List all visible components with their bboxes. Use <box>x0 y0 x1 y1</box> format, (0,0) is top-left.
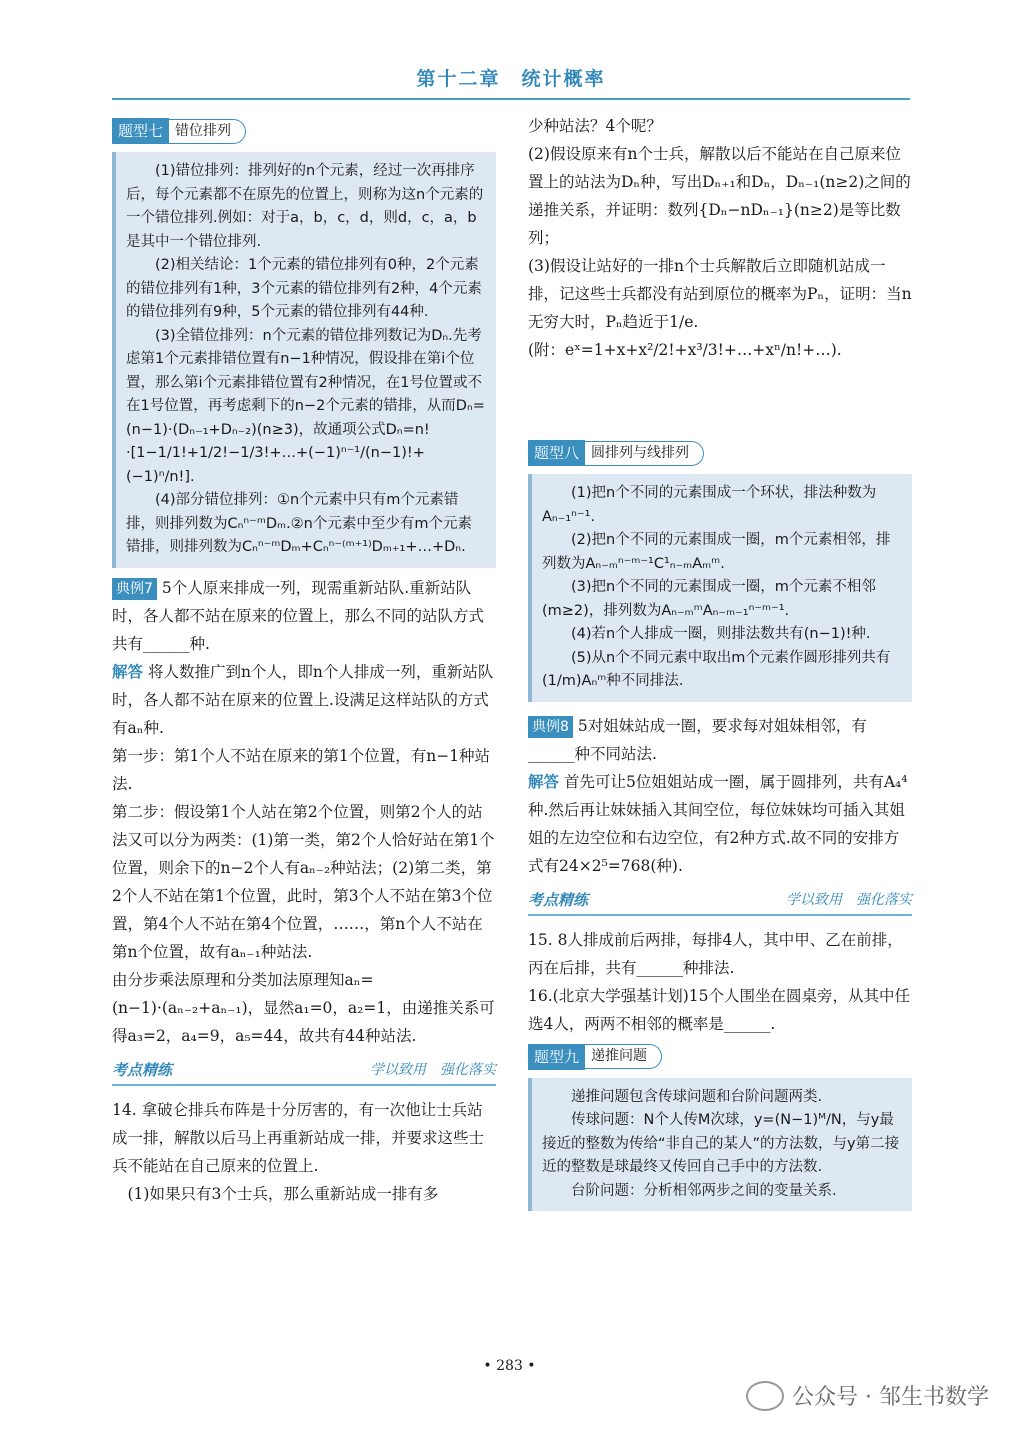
example-8 <box>528 712 912 768</box>
question-14: 14. 拿破仑排兵布阵是十分厉害的，有一次他让士兵站成一排，解散以后马上再重新站成一排，并要求这些士兵不能站在自己原来的位置上. <box>112 1100 485 1175</box>
answer-7 <box>112 658 496 742</box>
practice-banner <box>528 886 912 916</box>
section-tag-title: 圆排列与线排列 <box>585 441 704 466</box>
left-column <box>112 112 496 1208</box>
section-tag-8 <box>528 440 912 466</box>
concept-box-9 <box>528 1078 912 1212</box>
wechat-icon <box>746 1381 784 1411</box>
box-paragraph: (2)把n个不同的元素围成一圈，m个元素相邻，排列数为Aₙ₋ₘⁿ⁻ᵐ⁻¹C¹ₙ₋ₘAₘᵐ. <box>542 532 891 572</box>
answer-text: 首先可让5位姐姐站成一圈，属于圆排列，共有A₄⁴种.然后再让妹妹插入其间空位，每位妹妹均可插入其姐姐的左边空位和右边空位，有2种方式.故不同的安排方式有24×2⁵=768(种). <box>528 772 908 875</box>
question-14-part-3: (3)假设让站好的一排n个士兵解散后立即随机站成一排，记这些士兵都没有站到原位的概率为Pₙ，证明：当n无穷大时，Pₙ趋近于1/e. <box>528 257 912 331</box>
box-paragraph: (1)把n个不同的元素围成一个环状，排法种数为Aₙ₋₁ⁿ⁻¹. <box>542 485 877 525</box>
practice-title: 考点精练 <box>528 890 589 909</box>
section-tag-label: 题型八 <box>528 440 585 466</box>
practice-title: 考点精练 <box>112 1060 173 1079</box>
box-paragraph: (1)错位排列：排列好的n个元素，经过一次再排序后，每个元素都不在原先的位置上，则称为这n个元素的一个错位排列.例如：对于a，b，c，d，则d，c，a，b是其中一个错位排列. <box>126 163 484 250</box>
concept-box-7 <box>112 152 496 568</box>
answer-label: 解答 <box>112 662 144 681</box>
concept-box-8 <box>528 474 912 702</box>
answer-step: 由分步乘法原理和分类加法原理知aₙ=(n−1)·(aₙ₋₂+aₙ₋₁)，显然a₁=0，a₂=1，由递推关系可得a₃=2，a₄=9，a₅=44，故共有44种站法. <box>112 970 495 1045</box>
right-column <box>528 112 912 1211</box>
question-16: 16.(北京大学强基计划)15个人围坐在圆桌旁，从其中任选4人，两两不相邻的概率是______. <box>528 986 910 1033</box>
box-paragraph: (4)若n个人排成一圈，则排法数共有(n−1)!种. <box>571 626 871 642</box>
example-tag: 典例8 <box>528 716 573 738</box>
section-tag-label: 题型七 <box>112 118 169 144</box>
example-text: 5对姐妹站成一圈，要求每对姐妹相邻，有______种不同站法. <box>528 716 867 763</box>
answer-8 <box>528 768 912 880</box>
question-14-part-2: (2)假设原来有n个士兵，解散以后不能站在自己原来位置上的站法为Dₙ种，写出Dₙ₊₁和Dₙ，Dₙ₋₁(n≥2)之间的递推关系，并证明：数列{Dₙ−nDₙ₋₁}(n≥2)是等比数列； <box>528 145 911 247</box>
example-7 <box>112 574 496 658</box>
practice-slogan: 学以致用 强化落实 <box>370 1061 496 1078</box>
question-14-cont: 少种站法？4个呢？ <box>528 117 662 135</box>
section-tag-7 <box>112 118 496 144</box>
watermark-text: 公众号 · 邹生书数学 <box>792 1385 989 1410</box>
box-paragraph: 台阶问题：分析相邻两步之间的变量关系. <box>571 1182 837 1199</box>
box-paragraph: (2)相关结论：1个元素的错位排列有0种，2个元素的错位排列有1种，3个元素的错位排列有2种，4个元素的错位排列有9种，5个元素的错位排列有44种. <box>126 257 482 320</box>
box-paragraph: (4)部分错位排列：①n个元素中只有m个元素错排，则排列数为Cₙⁿ⁻ᵐDₘ.②n个元素中至少有m个元素错排，则排列数为Cₙⁿ⁻ᵐDₘ+Cₙⁿ⁻⁽ᵐ⁺¹⁾Dₘ₊₁+…+Dₙ. <box>126 492 472 555</box>
answer-step: 第二步：假设第1个人站在第2个位置，则第2个人的站法又可以分为两类：(1)第一类，第2个人恰好站在第1个位置，则余下的n−2个人有aₙ₋₂种站法；(2)第二类，第2个人不站在第1个位置，此时，第3个人不站在第3个位置，第4个人不站在第4个位置，……，第n个人不站在第n个位置，故有aₙ₋₁种站法. <box>112 802 495 961</box>
box-paragraph: (3)把n个不同的元素围成一圈，m个元素不相邻(m≥2)，排列数为Aₙ₋ₘᵐAₙ₋ₘ₋₁ⁿ⁻ᵐ⁻¹. <box>542 579 876 619</box>
question-14-part-1: (1)如果只有3个士兵，那么重新站成一排有多 <box>127 1184 439 1203</box>
practice-banner <box>112 1056 496 1086</box>
box-paragraph: (3)全错位排列：n个元素的错位排列数记为Dₙ.先考虑第1个元素排错位置有n−1种情况，假设排在第i个位置，那么第i个元素排错位置有2种情况，在1号位置或不在1号位置，再考虑剩下的n−2个元素的错排，从而Dₙ=(n−1)·(Dₙ₋₁+Dₙ₋₂)(n≥3)，故通项公式Dₙ=n!·[1−1/1!+1/2!−1/3!+…+(−1)ⁿ⁻¹/(n−1)!+(−1)ⁿ/n!]. <box>126 327 485 485</box>
watermark <box>746 1380 989 1411</box>
box-paragraph: (5)从n个不同元素中取出m个元素作圆形排列共有(1/m)Aₙᵐ种不同排法. <box>542 649 891 689</box>
box-paragraph: 递推问题包含传球问题和台阶问题两类. <box>571 1088 823 1105</box>
box-paragraph: 传球问题：N个人传M次球，y=(N−1)ᴹ/N，与y最接近的整数为传给“非自己的某人”的方法数，与y第二接近的整数是球最终又传回自己手中的方法数. <box>542 1112 900 1175</box>
chapter-title: 第十二章 统计概率 <box>416 68 606 90</box>
section-tag-title: 错位排列 <box>169 119 246 144</box>
answer-text: 将人数推广到n个人，即n个人排成一列，重新站队时，各人都不站在原来的位置上.设满足这样站队的方式有aₙ种. <box>112 662 494 737</box>
question-14-note: (附：eˣ=1+x+x²/2!+x³/3!+…+xⁿ/n!+…). <box>528 341 842 359</box>
example-text: 5个人原来排成一列，现需重新站队.重新站队时，各人都不站在原来的位置上，那么不同的站队方式共有______种. <box>112 578 485 653</box>
practice-slogan: 学以致用 强化落实 <box>786 891 912 908</box>
section-tag-title: 递推问题 <box>585 1044 662 1069</box>
example-tag: 典例7 <box>112 578 157 600</box>
section-tag-9 <box>528 1044 912 1070</box>
page-header <box>112 58 910 100</box>
answer-step: 第一步：第1个人不站在原来的第1个位置，有n−1种站法. <box>112 746 491 793</box>
question-15: 15. 8人排成前后两排，每排4人，其中甲、乙在前排，丙在后排，共有______种排法. <box>528 930 903 977</box>
answer-label: 解答 <box>528 772 560 791</box>
page-number: • 283 • <box>483 1358 536 1374</box>
section-tag-label: 题型九 <box>528 1044 585 1070</box>
